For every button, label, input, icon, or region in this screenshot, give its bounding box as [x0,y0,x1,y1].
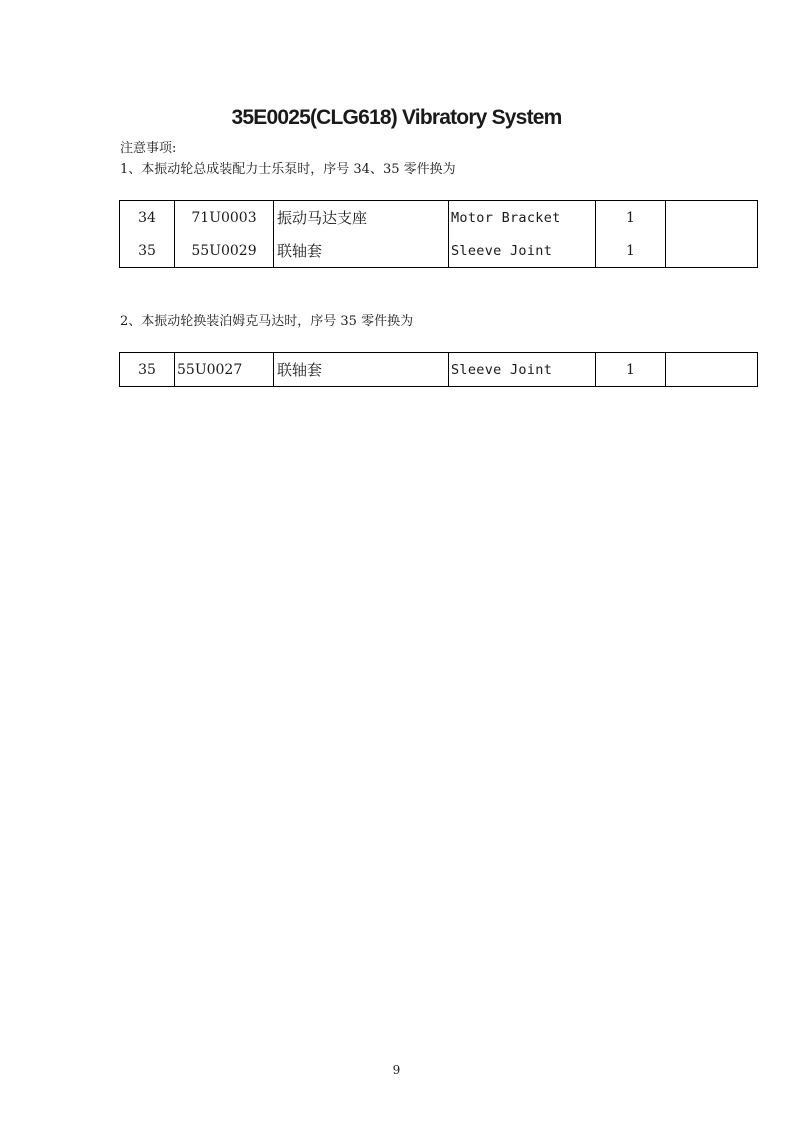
quantity: 1 [596,201,666,235]
item-number: 34 [120,201,175,235]
document-title: 35E0025(CLG618) Vibratory System [231,106,562,129]
remark [666,234,758,268]
table-row [120,234,758,268]
note-1: 1、本振动轮总成装配力士乐泵时，序号 34、35 零件换为 [120,162,456,177]
part-name-en: Sleeve Joint [449,353,596,387]
part-name-en: Sleeve Joint [449,234,596,268]
notes-heading: 注意事项: [120,141,177,156]
table-row [120,353,758,387]
part-code: 55U0027 [175,353,274,387]
note-2: 2、本振动轮换装泊姆克马达时，序号 35 零件换为 [120,314,414,329]
part-code: 55U0029 [175,234,274,268]
part-name-cn: 联轴套 [274,353,449,387]
part-name-cn: 振动马达支座 [274,201,449,235]
parts-table-2 [119,352,758,387]
table-row [120,201,758,235]
quantity: 1 [596,353,666,387]
remark [666,201,758,235]
remark [666,353,758,387]
quantity: 1 [596,234,666,268]
parts-table-1 [119,200,758,268]
part-code: 71U0003 [175,201,274,235]
page-number: 9 [392,1063,401,1077]
part-name-en: Motor Bracket [449,201,596,235]
item-number: 35 [120,353,175,387]
item-number: 35 [120,234,175,268]
part-name-cn: 联轴套 [274,234,449,268]
